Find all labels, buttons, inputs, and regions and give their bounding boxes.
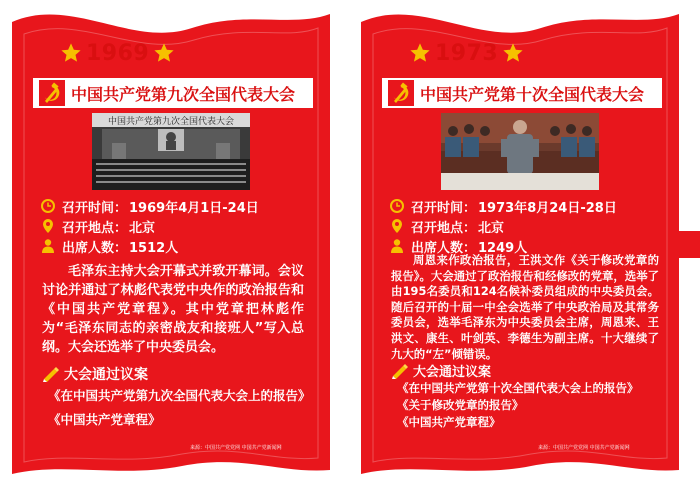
attendance-label: 出席人数： bbox=[62, 240, 128, 256]
attendance-value: 1512人 bbox=[129, 240, 179, 256]
clock-icon bbox=[389, 198, 405, 214]
person-icon bbox=[40, 238, 56, 254]
year-label: 1973 bbox=[435, 40, 499, 66]
star-icon bbox=[60, 42, 82, 64]
place-value: 北京 bbox=[129, 220, 156, 236]
source-note: 来源：中国共产党党网 中国共产党新闻网 bbox=[538, 445, 630, 451]
attendance-value: 1249人 bbox=[478, 240, 528, 256]
meeting-place bbox=[389, 216, 669, 236]
attendance-label: 出席人数： bbox=[411, 240, 477, 256]
congress-photo bbox=[441, 113, 599, 190]
title-bar bbox=[382, 78, 662, 108]
resolutions-heading-text: 大会通过议案 bbox=[64, 367, 148, 383]
resolution-item: 《中国共产党章程》 bbox=[397, 415, 501, 429]
meeting-time bbox=[40, 196, 320, 216]
star-icon bbox=[409, 42, 431, 64]
location-pin-icon bbox=[389, 218, 405, 234]
year-label: 1969 bbox=[86, 40, 150, 66]
time-value: 1973年8月24日-28日 bbox=[478, 200, 617, 216]
location-pin-icon bbox=[40, 218, 56, 234]
resolution-item: 《关于修改党章的报告》 bbox=[397, 398, 524, 412]
congress-title: 中国共产党第九次全国代表大会 bbox=[71, 84, 296, 104]
resolutions-list bbox=[48, 384, 311, 432]
party-emblem-icon bbox=[388, 80, 414, 106]
resolution-item: 《在中国共产党第九次全国代表大会上的报告》 bbox=[48, 388, 311, 403]
meeting-attendance bbox=[40, 236, 320, 256]
edge-tab bbox=[668, 231, 700, 258]
place-label: 召开地点： bbox=[411, 220, 477, 236]
time-label: 召开时间： bbox=[62, 200, 128, 216]
meeting-info bbox=[389, 196, 669, 256]
time-value: 1969年4月1日-24日 bbox=[129, 200, 259, 216]
resolutions-heading bbox=[42, 364, 148, 384]
time-label: 召开时间： bbox=[411, 200, 477, 216]
resolutions-heading bbox=[391, 361, 491, 380]
pen-icon bbox=[42, 365, 60, 383]
resolution-item: 《中国共产党章程》 bbox=[48, 412, 161, 427]
resolution-item: 《在中国共产党第十次全国代表大会上的报告》 bbox=[397, 381, 639, 395]
source-note: 来源：中国共产党党网 中国共产党新闻网 bbox=[190, 445, 282, 451]
star-icon bbox=[502, 42, 524, 64]
pen-icon bbox=[391, 362, 409, 380]
year-banner bbox=[409, 38, 524, 68]
star-icon bbox=[153, 42, 175, 64]
clock-icon bbox=[40, 198, 56, 214]
board-1973 bbox=[361, 0, 679, 489]
congress-photo bbox=[92, 113, 250, 190]
photo-caption: 中国共产党第九次全国代表大会 bbox=[107, 117, 235, 127]
person-icon bbox=[389, 238, 405, 254]
resolutions-list bbox=[397, 380, 639, 431]
congress-title: 中国共产党第十次全国代表大会 bbox=[420, 84, 645, 104]
resolutions-heading-text: 大会通过议案 bbox=[413, 365, 492, 380]
meeting-time bbox=[389, 196, 669, 216]
party-emblem-icon bbox=[39, 80, 65, 106]
congress-description: 毛泽东主持大会开幕式并致开幕词。会议讨论并通过了林彪代表党中央作的政治报告和《中国共产党章程》。其中党章把林彪作为“毛泽东同志的亲密战友和接班人”写入总纲。大会还选举了中央委员会。 bbox=[42, 264, 304, 355]
meeting-place bbox=[40, 216, 320, 236]
title-bar bbox=[33, 78, 313, 108]
board-1969 bbox=[12, 0, 330, 489]
congress-description: 周恩来作政治报告，王洪文作《关于修改党章的报告》。大会通过了政治报告和经修改的党章，选举了由195名委员和124名候补委员组成的中央委员会。随后召开的十届一中全会选举了中央政治局及其常务委员会，选举毛泽东为中央委员会主席，周恩来、王洪文、康生、叶剑英、李德生为副主席。十大继续了九大的“左”倾错误。 bbox=[391, 253, 659, 361]
place-value: 北京 bbox=[478, 220, 505, 236]
meeting-info bbox=[40, 196, 320, 256]
year-banner bbox=[60, 38, 175, 68]
place-label: 召开地点： bbox=[62, 220, 128, 236]
